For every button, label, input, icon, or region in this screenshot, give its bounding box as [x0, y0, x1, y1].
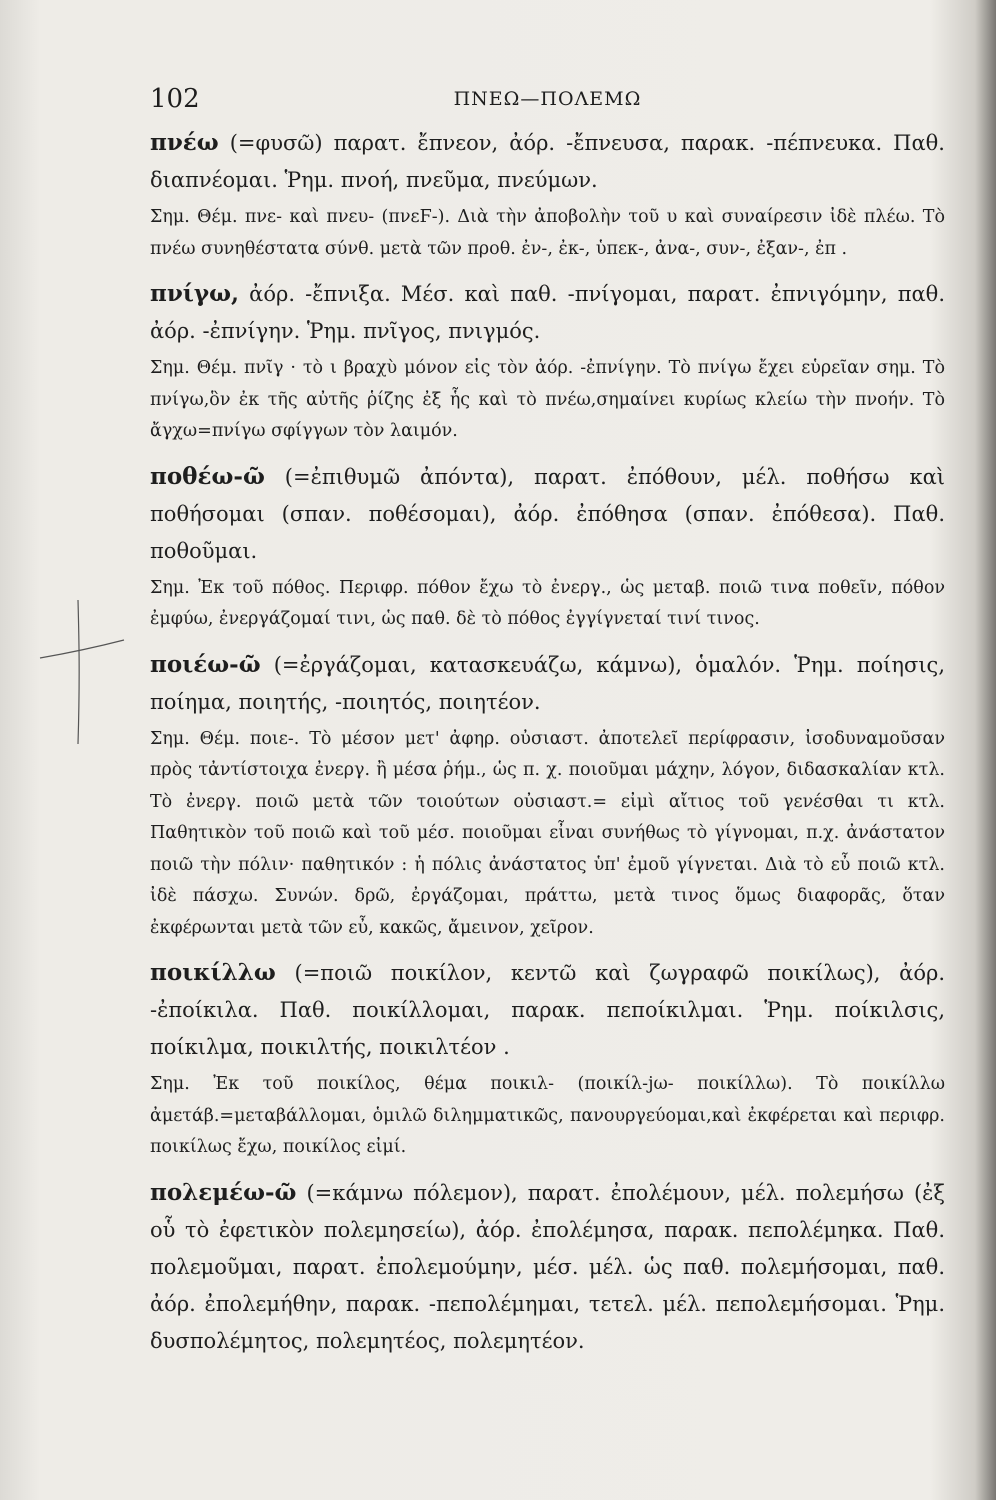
entry-pneo — [150, 124, 945, 199]
entry-text: (=κάμνω πόλεμον), παρατ. ἐπολέμουν, μέλ. πολεμήσω (ἐξ οὗ τὸ ἐφετικὸν πολεμησείω), ἀόρ. ἐπολέμησα, παρακ. πεπολέμηκα. Παθ. πολεμοῦμαι, παρατ. ἐπολεμούμην, μέσ. μέλ. ὡς παθ. πολεμήσομαι, παθ. ἀόρ. ἐπολεμήθην, παρακ. -πεπολέμημαι, τετελ. μέλ. πεπολεμήσομαι. Ῥημ. δυσπολέμητος, πολεμητέος, πολεμητέον. — [150, 1180, 945, 1353]
headword: ποθέω-ῶ — [150, 462, 265, 490]
page-content — [150, 124, 945, 1360]
entry-note: Σημ. Θέμ. πνῖγ · τὸ ι βραχὺ μόνον εἰς τὸν ἀόρ. -ἐπνίγην. Τὸ πνίγω ἔχει εὑρεῖαν σημ. Τὸ πνίγω,ὃν ἐκ τῆς αὐτῆς ῥίζης ἐξ ἧς καὶ τὸ πνέω,σημαίνει κυρίως κλείω τὴν πνοήν. Τὸ ἄγχω=πνίγω σφίγγων τὸν λαιμόν. — [150, 358, 945, 441]
entry-text: ἀόρ. -ἔπνιξα. Μέσ. καὶ παθ. -πνίγομαι, παρατ. ἐπνιγόμην, παθ. ἀόρ. -ἐπνίγην. Ῥημ. πνῖγος, πνιγμός. — [150, 282, 945, 343]
page-number: 102 — [150, 84, 200, 114]
entry-note: Σημ. Ἐκ τοῦ ποικίλος, θέμα ποικιλ- (ποικίλ-jω- ποικίλλω). Τὸ ποικίλλω ἀμετάβ.=μεταβάλλομαι, ὁμιλῶ διλημματικῶς, πανουργεύομαι,καὶ ἐκφέρεται καὶ περιφρ. ποικίλως ἔχω, ποικίλος εἰμί. — [150, 1074, 945, 1157]
entry-text: (=ἐργάζομαι, κατασκευάζω, κάμνω), ὁμαλόν. Ῥημ. ποίησις, ποίημα, ποιητής, -ποιητός, ποιητέον. — [150, 652, 945, 714]
headword: πνέω — [150, 129, 219, 156]
entry-pnigo — [150, 275, 945, 350]
running-head: ΠΝΕΩ—ΠΟΛΕΜΩ — [453, 88, 642, 110]
entry-polemeo — [150, 1174, 945, 1360]
entry-poieo — [150, 646, 945, 721]
headword: ποιέω-ῶ — [150, 650, 261, 678]
pencil-margin-mark — [38, 598, 128, 748]
headword: ποικίλλω — [150, 959, 276, 986]
entry-note: Σημ. Ἐκ τοῦ πόθος. Περιφρ. πόθον ἔχω τὸ ἐνεργ., ὡς μεταβ. ποιῶ τινα ποθεῖν, πόθον ἐμφύω, ἐνεργάζομαί τινι, ὡς παθ. δὲ τὸ πόθος ἐγγίγνεταί τινί τινος. — [150, 577, 945, 629]
entry-text: (=φυσῶ) παρατ. ἔπνεον, ἀόρ. -ἔπνευσα, παρακ. -πέπνευκα. Παθ. διαπνέομαι. Ῥημ. πνοή, πνεῦμα, πνεύμων. — [150, 131, 945, 192]
headword: πολεμέω-ῶ — [150, 1178, 297, 1206]
page-header — [150, 84, 945, 118]
entry-text: (=ποιῶ ποικίλον, κεντῶ καὶ ζωγραφῶ ποικίλως), ἀόρ. -ἐποίκιλα. Παθ. ποικίλλομαι, παρακ. πεποίκιλμαι. Ῥημ. ποίκιλσις, ποίκιλμα, ποικιλτής, ποικιλτέον . — [150, 961, 945, 1059]
headword: πνίγω, — [150, 280, 240, 307]
entry-text: (=ἐπιθυμῶ ἀπόντα), παρατ. ἐπόθουν, μέλ. ποθήσω καὶ ποθήσομαι (σπαν. ποθέσομαι), ἀόρ. ἐπόθησα (σπαν. ἐπόθεσα). Παθ. ποθοῦμαι. — [150, 464, 945, 563]
entry-poikillo — [150, 954, 945, 1066]
entry-note: Σημ. Θέμ. ποιε-. Τὸ μέσον μετ' ἀφηρ. οὐσιαστ. ἀποτελεῖ περίφρασιν, ἰσοδυναμοῦσαν πρὸς τἀντίστοιχα ἐνεργ. ἢ μέσα ῥήμ., ὡς π. χ. ποιοῦμαι μάχην, λόγον, διδασκαλίαν κτλ. Τὸ ἐνεργ. ποιῶ μετὰ τῶν τοιούτων οὐσιαστ.= εἰμὶ αἴτιος τοῦ γενέσθαι τι κτλ. Παθητικὸν τοῦ ποιῶ καὶ τοῦ μέσ. ποιοῦμαι εἶναι συνήθως τὸ γίγνομαι, π.χ. ἀνάστατον ποιῶ τὴν πόλιν· παθητικόν : ἡ πόλις ἀνάστατος ὑπ' ἐμοῦ γίγνεται. Διὰ τὸ εὖ ποιῶ κτλ. ἰδὲ πάσχω. Συνών. δρῶ, ἐργάζομαι, πράττω, μετὰ τινος ὅμως διαφορᾶς, ὅταν ἐκφέρωνται μετὰ τῶν εὖ, κακῶς, ἄμεινον, χεῖρον. — [150, 728, 945, 938]
entry-note: Σημ. Θέμ. πνε- καὶ πνευ- (πνεϜ-). Διὰ τὴν ἀποβολὴν τοῦ υ καὶ συναίρεσιν ἰδὲ πλέω. Τὸ πνέω συνηθέστατα σύνθ. μετὰ τῶν προθ. ἐν-, ἐκ-, ὑπεκ-, ἀνα-, συν-, ἐξαν-, ἐπ . — [150, 207, 945, 259]
entry-potheo — [150, 458, 945, 570]
